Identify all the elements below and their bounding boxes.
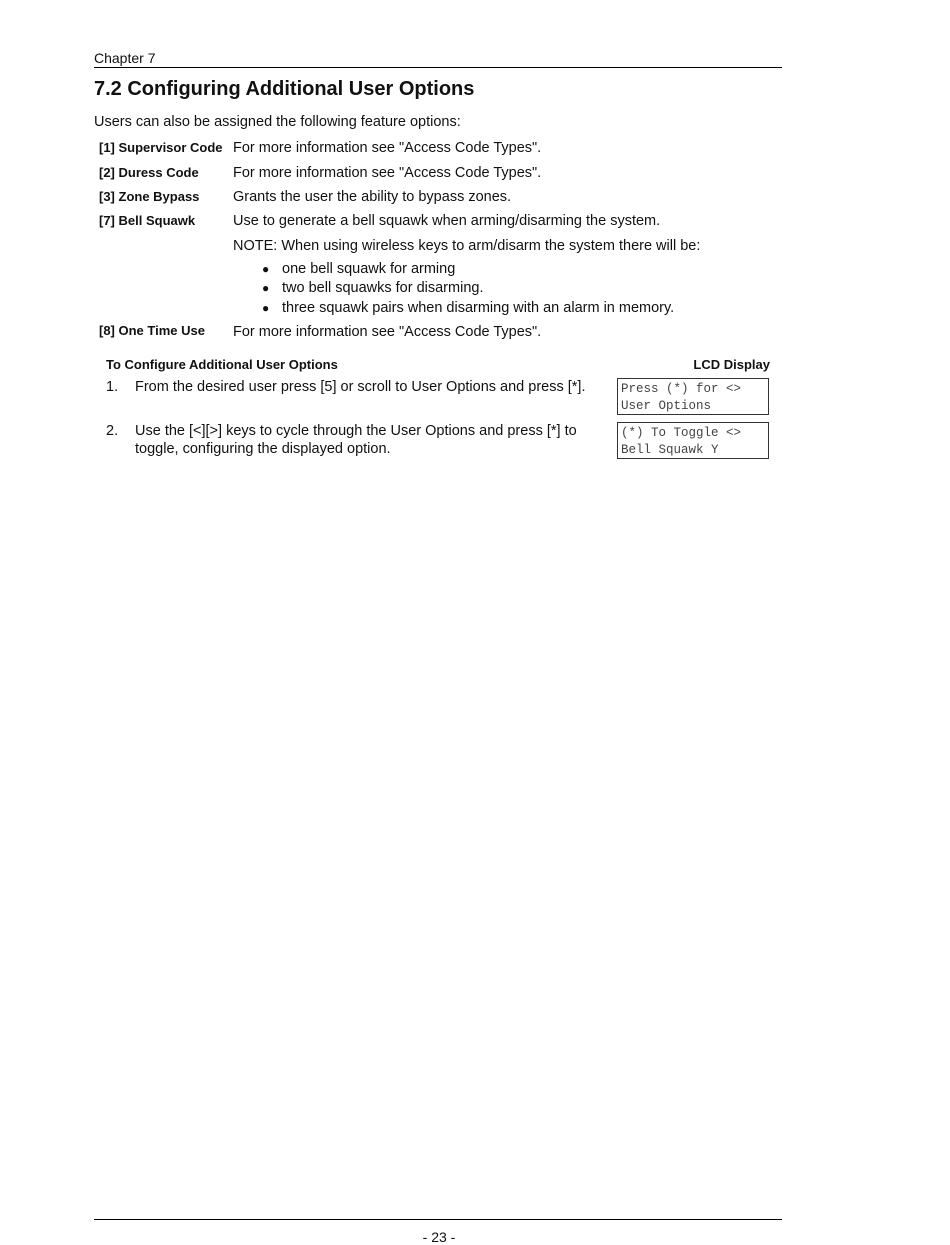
lcd-display-title: LCD Display <box>693 357 770 372</box>
step-text: From the desired user press [5] or scroll to User Options and press [*]. <box>135 379 586 395</box>
option-description-zone-bypass: Grants the user the ability to bypass zones. <box>233 189 512 205</box>
chapter-label: Chapter 7 <box>94 50 156 66</box>
procedure-title: To Configure Additional User Options <box>106 357 338 372</box>
footer-divider <box>94 1219 782 1220</box>
note-bullet-item <box>262 261 455 277</box>
header-divider <box>94 67 782 68</box>
section-title: 7.2 Configuring Additional User Options <box>94 78 475 100</box>
page-number: - 23 - <box>422 1229 456 1245</box>
bullet-icon: ● <box>262 262 270 276</box>
lcd-display-box <box>617 422 769 459</box>
bullet-icon: ● <box>262 301 270 315</box>
lcd-line-1: (*) To Toggle <> <box>621 426 742 440</box>
lcd-line-2: Bell Squawk Y <box>621 443 719 457</box>
step-number: 2. <box>106 423 119 439</box>
step-text: Use the [<][>] keys to cycle through the User Options and press [*] to toggle, configuring the displayed option. <box>135 423 577 457</box>
option-label-bell-squawk: [7] Bell Squawk <box>99 213 196 228</box>
note-bullet-item <box>262 280 483 296</box>
note-text: NOTE: When using wireless keys to arm/disarm the system there will be: <box>233 238 701 254</box>
lcd-display-box <box>617 378 769 415</box>
option-description-one-time-use: For more information see "Access Code Types". <box>233 324 542 340</box>
option-description-duress-code: For more information see "Access Code Types". <box>233 165 542 181</box>
lcd-line-1: Press (*) for <> <box>621 382 742 396</box>
intro-text: Users can also be assigned the following feature options: <box>94 114 461 130</box>
option-description-supervisor-code: For more information see "Access Code Types". <box>233 140 542 156</box>
note-bullet-text: two bell squawks for disarming. <box>282 280 484 296</box>
procedure-step <box>106 378 586 396</box>
bullet-icon: ● <box>262 281 270 295</box>
step-number: 1. <box>106 379 119 395</box>
option-label-zone-bypass: [3] Zone Bypass <box>99 189 200 204</box>
option-label-duress-code: [2] Duress Code <box>99 165 199 180</box>
lcd-line-2: User Options <box>621 399 712 413</box>
note-bullet-item <box>262 300 674 316</box>
note-bullet-text: three squawk pairs when disarming with an alarm in memory. <box>282 300 675 316</box>
option-description-bell-squawk: Use to generate a bell squawk when arming/disarming the system. <box>233 213 661 229</box>
option-label-supervisor-code: [1] Supervisor Code <box>99 140 223 155</box>
procedure-step <box>106 422 586 458</box>
option-label-one-time-use: [8] One Time Use <box>99 323 205 338</box>
note-bullet-text: one bell squawk for arming <box>282 261 456 277</box>
